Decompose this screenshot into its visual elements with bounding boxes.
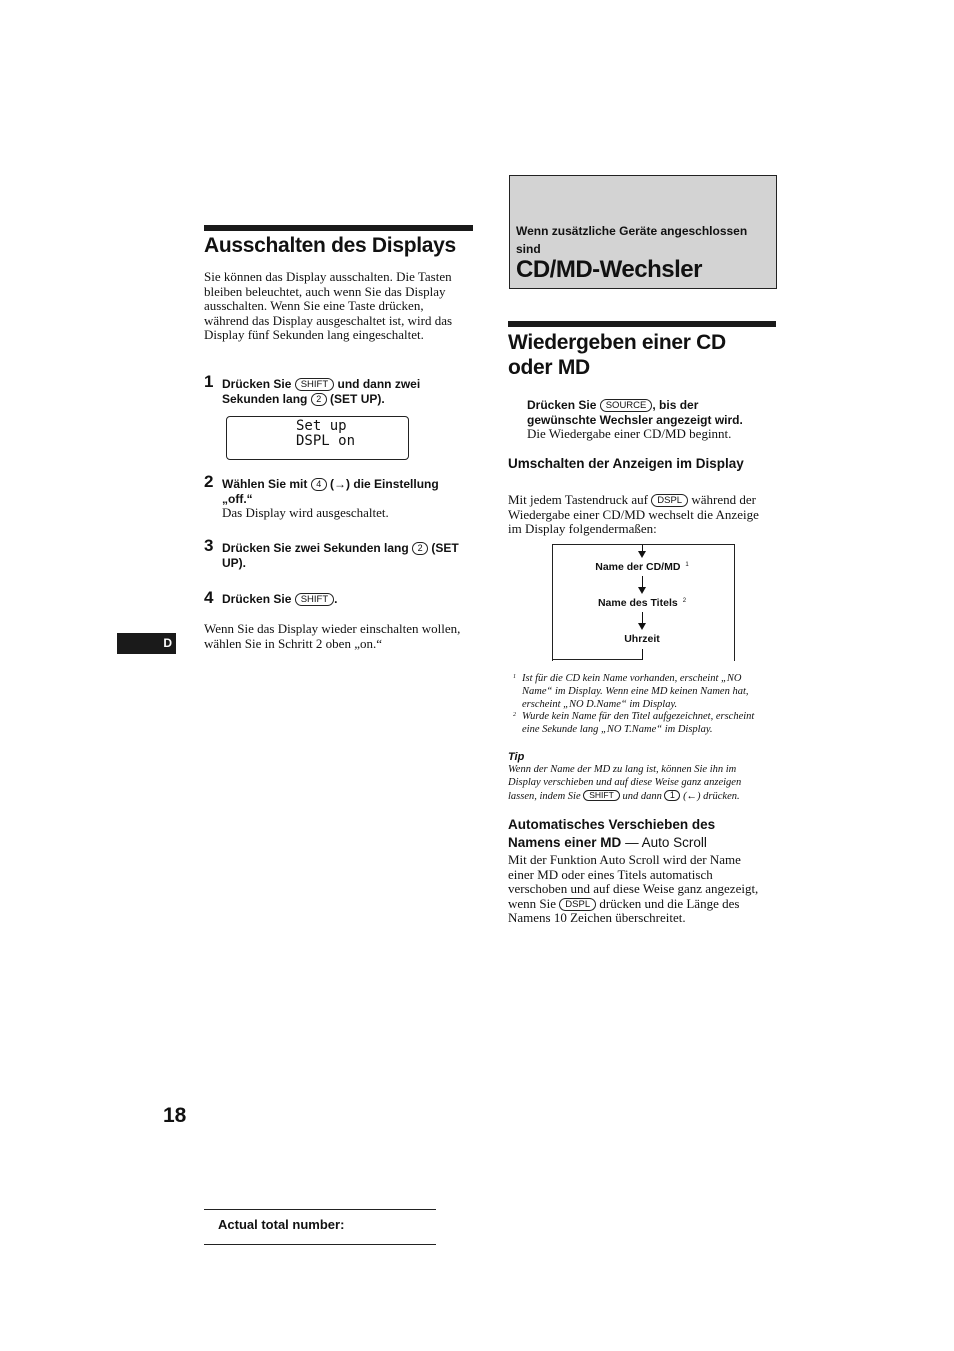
tip-text: [508, 764, 770, 803]
source-instruction: [527, 398, 767, 428]
tip-label: Tip: [508, 751, 525, 763]
flow-step-1-label: Name der CD/MD: [595, 561, 681, 573]
outro-text: Wenn Sie das Display wieder einschalten wollen, wählen Sie in Schritt 2 oben „on.“: [204, 621, 461, 651]
diagram-bottom-left: [552, 659, 642, 660]
footnote-2-mark: 2: [513, 712, 516, 718]
dspl-key-icon: DSPL: [651, 494, 688, 507]
step-2-sub: Das Display wird ausgeschaltet.: [222, 505, 389, 520]
step-4-text: [222, 592, 472, 607]
chapter-kicker: Wenn zusätzliche Geräte angeschlossen sind: [516, 224, 748, 256]
footnote-1-mark: 1: [513, 674, 516, 680]
step-1-number: 1: [204, 372, 214, 391]
step-3-text: [222, 541, 472, 571]
page-number: 18: [163, 1104, 187, 1127]
chapter-box: [509, 175, 777, 289]
flow-sup-2: 2: [682, 597, 687, 604]
step-3-b: (SET UP).: [222, 541, 459, 570]
instr-a: Drücken Sie: [527, 398, 597, 412]
step-1-b: und dann zwei Sekunden lang: [222, 377, 421, 406]
shift-key-icon: SHIFT: [295, 378, 334, 391]
flow-step-2: [580, 597, 704, 609]
footnote-1-text: Ist für die CD kein Name vorhanden, erscheint „NO Name“ im Display. Wenn eine MD keinen Namen hat, erscheint „NO D.Name“ im Display.: [522, 673, 749, 710]
section-title: Ausschalten des Displays: [204, 234, 456, 257]
auto-scroll-b: drücken und die Länge des Namens 10 Zeichen überschreitet.: [508, 895, 740, 926]
button-4-icon: 4: [311, 478, 327, 491]
shift-key-icon: SHIFT: [295, 593, 334, 606]
step-3-number: 3: [204, 536, 214, 555]
step-2-number: 2: [204, 472, 214, 491]
auto-scroll-text: [508, 853, 770, 926]
intro-text: Sie können das Display ausschalten. Die Tasten bleiben beleuchtet, auch wenn Sie das Display ausschalten. Wenn Sie eine Taste drücken, während das Display ausgeschaltet ist, wird das Display fünf Sekunden lang eingeschaltet.: [204, 269, 453, 343]
language-tab-label: D: [163, 636, 172, 650]
step-3-a: Drücken Sie zwei Sekunden lang: [222, 541, 409, 555]
footer-rule-top: [204, 1209, 436, 1210]
subheading-display: Umschalten der Anzeigen im Display: [508, 456, 744, 471]
flow-sup-1: 1: [685, 561, 689, 568]
footer-label: Actual total number:: [218, 1217, 345, 1232]
tip-b: und dann: [622, 790, 662, 802]
footnote-2-text: Wurde kein Name für den Titel aufgezeichnet, erscheint eine Sekunde lang „NO T.Name“ im Display.: [522, 711, 755, 735]
step-4-a: Drücken Sie: [222, 592, 292, 606]
section-rule: [204, 225, 473, 231]
footnote-2: [512, 711, 774, 737]
dspl-key-icon: DSPL: [559, 898, 596, 911]
step-1-text: [222, 377, 472, 407]
display-text: [508, 493, 768, 537]
button-2-icon: 2: [311, 393, 327, 406]
arrow-down-icon: [638, 587, 646, 594]
lcd-line-1: Set up: [296, 418, 347, 434]
step-4-number: 4: [204, 588, 214, 607]
diagram-bottom-stem: [642, 649, 643, 660]
lcd-display: [226, 416, 409, 460]
step-4-b: .: [334, 592, 338, 606]
tip-a: Wenn der Name der MD zu lang ist, können Sie ihn im Display verschieben und auf diese Weise ganz anzeigen lassen, indem Sie: [508, 764, 742, 802]
source-key-icon: SOURCE: [600, 399, 653, 412]
arrow-down-icon: [638, 551, 646, 558]
section-title-right: Wiedergeben einer CD oder MD: [508, 331, 726, 379]
language-tab: [117, 633, 176, 654]
instr-b: , bis der gewünschte Wechsler angezeigt wird.: [527, 398, 743, 427]
display-text-b: während der Wiedergabe einer CD/MD wechselt die Anzeige im Display folgendermaßen:: [508, 492, 759, 537]
step-2-text: [222, 477, 472, 507]
button-1-icon: 1: [664, 790, 680, 801]
arrow-down-icon: [638, 623, 646, 630]
step-2-b: (→) die Einstellung „off.“: [222, 477, 439, 506]
shift-key-icon: SHIFT: [583, 790, 620, 801]
section-rule-right: [508, 321, 776, 327]
flow-step-2-label: Name des Titels: [597, 597, 678, 609]
auto-scroll-heading: Automatisches Verschieben des Namens einer MD: [508, 817, 716, 850]
step-1-c: (SET UP).: [330, 392, 385, 406]
auto-scroll-suffix: — Auto Scroll: [625, 835, 707, 850]
step-2-a: Wählen Sie mit: [222, 477, 308, 491]
subheading-auto-scroll: [508, 816, 770, 852]
lcd-line-2: DSPL on: [296, 433, 356, 449]
auto-scroll-a: Mit der Funktion Auto Scroll wird der Name einer MD oder eines Titels automatisch verschoben und auf diese Weise ganz angezeigt, wenn Sie: [508, 852, 759, 911]
footnote-1: [512, 673, 774, 711]
step-1-a: Drücken Sie: [222, 377, 292, 391]
display-text-a: Mit jedem Tastendruck auf: [508, 492, 649, 507]
tip-c: (←) drücken.: [683, 790, 740, 802]
flow-step-1: [580, 561, 704, 573]
chapter-title: CD/MD-Wechsler: [516, 256, 702, 283]
button-2-icon: 2: [412, 542, 428, 555]
footer-rule-bottom: [204, 1244, 436, 1245]
flow-step-3: Uhrzeit: [624, 633, 660, 645]
source-instruction-sub: Die Wiedergabe einer CD/MD beginnt.: [527, 426, 732, 441]
